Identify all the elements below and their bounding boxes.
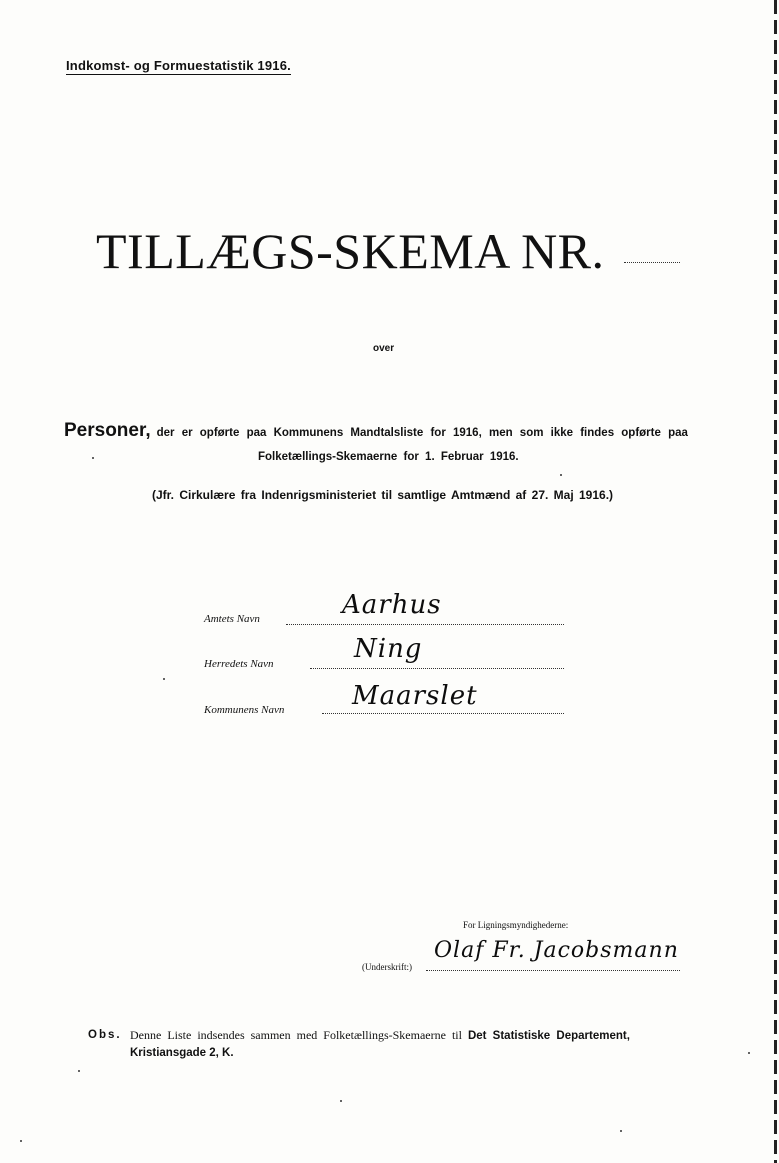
intro-reference: (Jfr. Cirkulære fra Indenrigsministeriet til samtlige Amtmænd af 27. Maj 1916.) [152, 488, 614, 502]
amt-line [286, 624, 564, 625]
herred-line [310, 668, 564, 669]
obs-text: Denne Liste indsendes sammen med Folketællings-Skemaerne til [130, 1028, 462, 1042]
herred-label: Herredets Navn [204, 658, 274, 670]
intro-line-1-text: der er opførte paa Kommunens Mandtalsliste for 1916, men som ikke findes opførte paa [156, 427, 688, 439]
signature-heading: For Ligningsmyndighederne: [463, 920, 569, 930]
signature-line [426, 970, 680, 971]
amt-label: Amtets Navn [204, 613, 260, 625]
kommune-value[interactable]: Maarslet [352, 681, 478, 711]
intro-line-2: Folketællings-Skemaerne for 1. Februar 1916. [258, 451, 519, 463]
intro-line-1 [64, 420, 724, 442]
signature-label: (Underskrift:) [362, 962, 412, 972]
scan-speck [560, 474, 562, 476]
scan-speck [78, 1070, 80, 1072]
scan-speck [620, 1130, 622, 1132]
form-number-line [624, 262, 680, 263]
scan-speck [92, 457, 94, 459]
kommune-line [322, 713, 564, 714]
scan-speck [163, 678, 165, 680]
form-title: TILLÆGS-SKEMA NR. [96, 223, 605, 279]
obs-label: Obs. [88, 1029, 122, 1041]
obs-line-1 [130, 1028, 630, 1043]
kommune-label: Kommunens Navn [204, 704, 285, 716]
personer-word: Personer, [64, 420, 151, 441]
obs-line-2: Kristiansgade 2, K. [130, 1047, 234, 1059]
form-header: Indkomst- og Formuestatistik 1916. [66, 58, 291, 73]
amt-value[interactable]: Aarhus [342, 590, 442, 620]
scan-speck [20, 1140, 22, 1142]
scan-speck [748, 1052, 750, 1054]
over-text: over [373, 343, 395, 354]
herred-value[interactable]: Ning [354, 634, 423, 664]
scan-speck [340, 1100, 342, 1102]
obs-department: Det Statistiske Departement, [467, 1030, 630, 1042]
page-edge-border [774, 0, 777, 1163]
signature-value[interactable]: Olaf Fr. Jacobsmann [434, 938, 679, 963]
